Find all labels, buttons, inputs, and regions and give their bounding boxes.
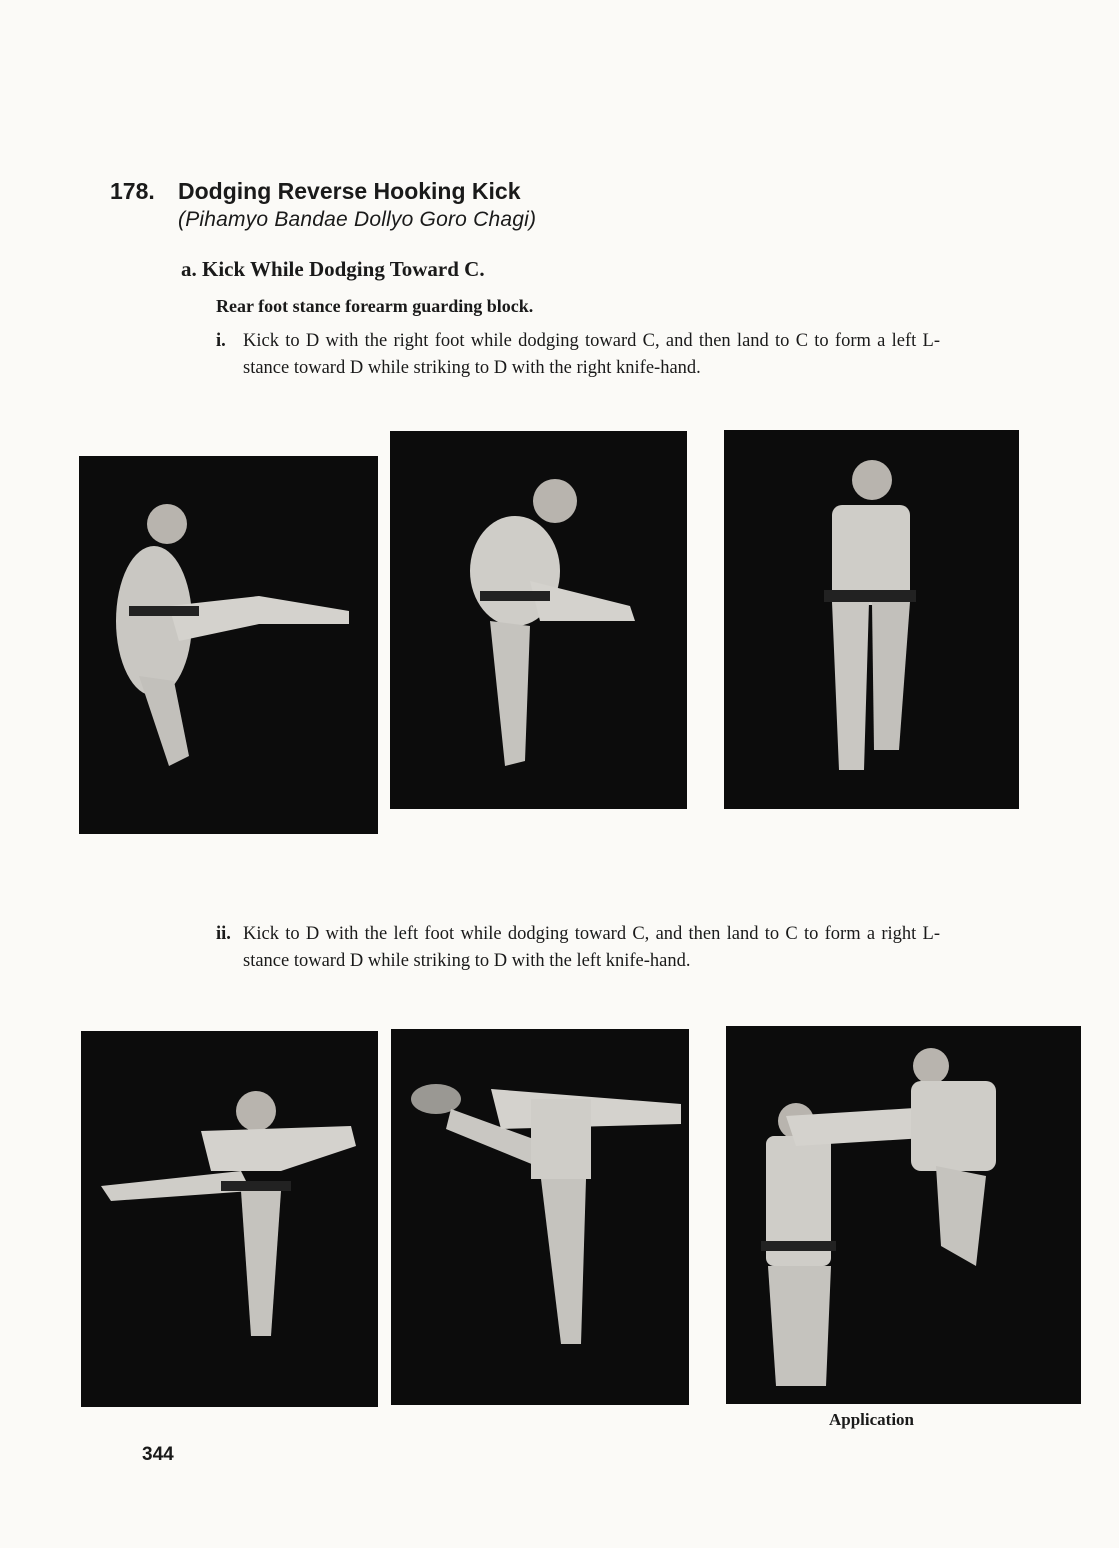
step-label: i.	[216, 331, 226, 351]
photo-caption: Application	[829, 1410, 915, 1429]
photo-kick-1-chamber	[390, 431, 687, 809]
photo-figure	[81, 1031, 378, 1407]
section-title: Dodging Reverse Hooking Kick	[178, 178, 521, 204]
step-text: Kick to D with the left foot while dodging toward C, and then land to C to form a right L-stance toward D while striking to D with the left knife-hand.	[243, 924, 940, 971]
photo-figure	[724, 430, 1019, 809]
step-text: Kick to D with the right foot while dodging toward C, and then land to C to form a left L-stance toward D while striking to D with the right knife-hand.	[243, 331, 940, 378]
photo-kick-1-jump	[79, 456, 378, 834]
photo-kick-2-jump	[81, 1031, 378, 1407]
starting-stance: Rear foot stance forearm guarding block.	[216, 296, 534, 316]
photo-figure	[79, 456, 378, 834]
step-i	[216, 328, 940, 382]
photo-figure	[726, 1026, 1081, 1404]
photo-figure	[390, 431, 687, 809]
step-ii	[216, 921, 940, 975]
photo-kick-2-extension	[391, 1029, 689, 1405]
section-subtitle: (Pihamyo Bandae Dollyo Goro Chagi)	[178, 208, 537, 231]
subsection-heading: a. Kick While Dodging Toward C.	[181, 257, 485, 281]
section-number: 178.	[110, 178, 155, 204]
step-label: ii.	[216, 924, 231, 944]
photo-landing-l-stance	[724, 430, 1019, 809]
photo-application	[726, 1026, 1081, 1404]
photo-figure	[391, 1029, 689, 1405]
page-number: 344	[142, 1444, 174, 1465]
